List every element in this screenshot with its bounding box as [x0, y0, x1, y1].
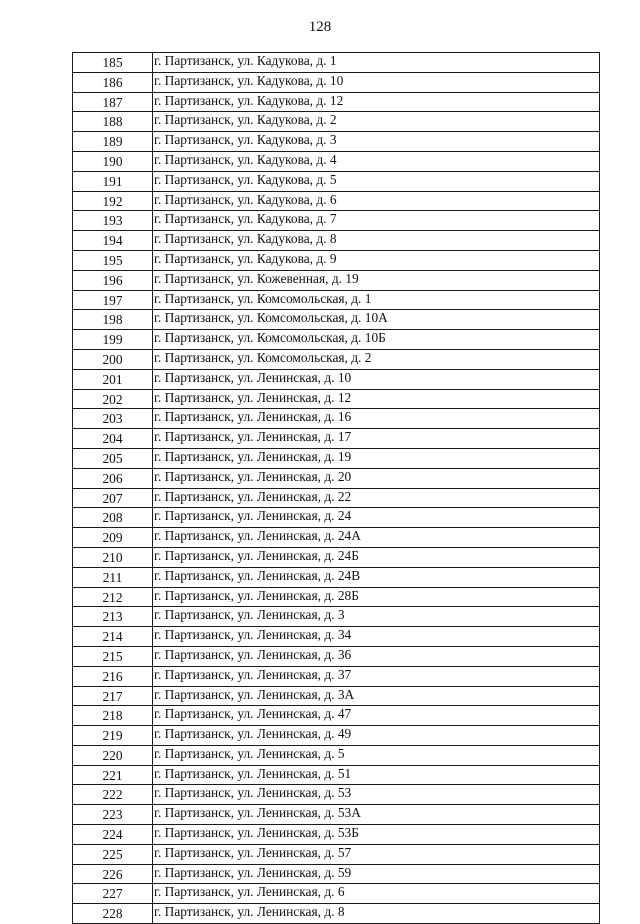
table-row: [73, 627, 600, 647]
row-number-cell: 219: [73, 726, 153, 746]
row-number-cell: 200: [73, 349, 153, 369]
row-number-cell: 189: [73, 132, 153, 152]
row-number-cell: 224: [73, 825, 153, 845]
address-table: [72, 52, 600, 924]
row-number-cell: 209: [73, 528, 153, 548]
table-row: [73, 686, 600, 706]
address-cell: г. Партизанск, ул. Ленинская, д. 53Б: [153, 825, 600, 845]
row-number-cell: 212: [73, 587, 153, 607]
address-cell: г. Партизанск, ул. Кадукова, д. 9: [153, 250, 600, 270]
row-number-cell: 217: [73, 686, 153, 706]
row-number-cell: 210: [73, 547, 153, 567]
row-number-cell: 208: [73, 508, 153, 528]
address-cell: г. Партизанск, ул. Ленинская, д. 17: [153, 429, 600, 449]
table-row: [73, 844, 600, 864]
row-number-cell: 214: [73, 627, 153, 647]
row-number-cell: 221: [73, 765, 153, 785]
row-number-cell: 188: [73, 112, 153, 132]
address-cell: г. Партизанск, ул. Ленинская, д. 20: [153, 468, 600, 488]
table-row: [73, 785, 600, 805]
row-number-cell: 223: [73, 805, 153, 825]
table-row: [73, 330, 600, 350]
row-number-cell: 205: [73, 448, 153, 468]
table-row: [73, 468, 600, 488]
address-cell: г. Партизанск, ул. Ленинская, д. 34: [153, 627, 600, 647]
row-number-cell: 220: [73, 745, 153, 765]
table-row: [73, 151, 600, 171]
table-row: [73, 666, 600, 686]
table-row: [73, 53, 600, 73]
table-row: [73, 132, 600, 152]
table-row: [73, 250, 600, 270]
row-number-cell: 185: [73, 53, 153, 73]
table-row: [73, 805, 600, 825]
address-cell: г. Партизанск, ул. Ленинская, д. 53: [153, 785, 600, 805]
address-cell: г. Партизанск, ул. Ленинская, д. 28Б: [153, 587, 600, 607]
row-number-cell: 216: [73, 666, 153, 686]
row-number-cell: 222: [73, 785, 153, 805]
row-number-cell: 206: [73, 468, 153, 488]
table-row: [73, 547, 600, 567]
table-row: [73, 409, 600, 429]
table-row: [73, 646, 600, 666]
address-cell: г. Партизанск, ул. Кадукова, д. 4: [153, 151, 600, 171]
table-row: [73, 488, 600, 508]
row-number-cell: 215: [73, 646, 153, 666]
table-row: [73, 726, 600, 746]
table-row: [73, 191, 600, 211]
address-cell: г. Партизанск, ул. Комсомольская, д. 10А: [153, 310, 600, 330]
address-cell: г. Партизанск, ул. Ленинская, д. 59: [153, 864, 600, 884]
address-cell: г. Партизанск, ул. Кадукова, д. 12: [153, 92, 600, 112]
row-number-cell: 218: [73, 706, 153, 726]
row-number-cell: 195: [73, 250, 153, 270]
address-cell: г. Партизанск, ул. Ленинская, д. 47: [153, 706, 600, 726]
address-cell: г. Партизанск, ул. Ленинская, д. 3А: [153, 686, 600, 706]
address-cell: г. Партизанск, ул. Ленинская, д. 57: [153, 844, 600, 864]
table-row: [73, 231, 600, 251]
table-row: [73, 904, 600, 924]
row-number-cell: 201: [73, 369, 153, 389]
row-number-cell: 190: [73, 151, 153, 171]
address-cell: г. Партизанск, ул. Ленинская, д. 10: [153, 369, 600, 389]
table-row: [73, 310, 600, 330]
address-cell: г. Партизанск, ул. Кадукова, д. 7: [153, 211, 600, 231]
address-cell: г. Партизанск, ул. Ленинская, д. 8: [153, 904, 600, 924]
table-row: [73, 448, 600, 468]
address-cell: г. Партизанск, ул. Кожевенная, д. 19: [153, 270, 600, 290]
table-row: [73, 349, 600, 369]
row-number-cell: 193: [73, 211, 153, 231]
table-row: [73, 864, 600, 884]
address-cell: г. Партизанск, ул. Кадукова, д. 3: [153, 132, 600, 152]
row-number-cell: 228: [73, 904, 153, 924]
address-cell: г. Партизанск, ул. Ленинская, д. 5: [153, 745, 600, 765]
address-cell: г. Партизанск, ул. Ленинская, д. 53А: [153, 805, 600, 825]
table-row: [73, 171, 600, 191]
address-cell: г. Партизанск, ул. Ленинская, д. 49: [153, 726, 600, 746]
table-row: [73, 369, 600, 389]
row-number-cell: 187: [73, 92, 153, 112]
row-number-cell: 203: [73, 409, 153, 429]
address-cell: г. Партизанск, ул. Ленинская, д. 12: [153, 389, 600, 409]
address-cell: г. Партизанск, ул. Кадукова, д. 2: [153, 112, 600, 132]
address-cell: г. Партизанск, ул. Комсомольская, д. 1: [153, 290, 600, 310]
address-cell: г. Партизанск, ул. Кадукова, д. 5: [153, 171, 600, 191]
row-number-cell: 186: [73, 72, 153, 92]
table-row: [73, 290, 600, 310]
row-number-cell: 196: [73, 270, 153, 290]
address-cell: г. Партизанск, ул. Комсомольская, д. 2: [153, 349, 600, 369]
address-cell: г. Партизанск, ул. Ленинская, д. 19: [153, 448, 600, 468]
table-row: [73, 270, 600, 290]
row-number-cell: 207: [73, 488, 153, 508]
address-cell: г. Партизанск, ул. Ленинская, д. 24В: [153, 567, 600, 587]
address-cell: г. Партизанск, ул. Ленинская, д. 3: [153, 607, 600, 627]
table-row: [73, 508, 600, 528]
table-row: [73, 528, 600, 548]
address-cell: г. Партизанск, ул. Ленинская, д. 37: [153, 666, 600, 686]
address-cell: г. Партизанск, ул. Кадукова, д. 10: [153, 72, 600, 92]
table-row: [73, 211, 600, 231]
row-number-cell: 194: [73, 231, 153, 251]
address-cell: г. Партизанск, ул. Кадукова, д. 6: [153, 191, 600, 211]
address-cell: г. Партизанск, ул. Кадукова, д. 1: [153, 53, 600, 73]
address-cell: г. Партизанск, ул. Кадукова, д. 8: [153, 231, 600, 251]
row-number-cell: 227: [73, 884, 153, 904]
table-row: [73, 607, 600, 627]
row-number-cell: 226: [73, 864, 153, 884]
table-row: [73, 92, 600, 112]
table-row: [73, 567, 600, 587]
row-number-cell: 225: [73, 844, 153, 864]
table-row: [73, 825, 600, 845]
table-row: [73, 72, 600, 92]
address-cell: г. Партизанск, ул. Ленинская, д. 24А: [153, 528, 600, 548]
row-number-cell: 213: [73, 607, 153, 627]
address-cell: г. Партизанск, ул. Ленинская, д. 36: [153, 646, 600, 666]
address-cell: г. Партизанск, ул. Ленинская, д. 51: [153, 765, 600, 785]
row-number-cell: 199: [73, 330, 153, 350]
table-row: [73, 745, 600, 765]
row-number-cell: 198: [73, 310, 153, 330]
table-row: [73, 112, 600, 132]
address-cell: г. Партизанск, ул. Ленинская, д. 6: [153, 884, 600, 904]
address-cell: г. Партизанск, ул. Ленинская, д. 16: [153, 409, 600, 429]
row-number-cell: 197: [73, 290, 153, 310]
address-cell: г. Партизанск, ул. Ленинская, д. 24Б: [153, 547, 600, 567]
row-number-cell: 211: [73, 567, 153, 587]
row-number-cell: 204: [73, 429, 153, 449]
address-cell: г. Партизанск, ул. Ленинская, д. 24: [153, 508, 600, 528]
row-number-cell: 192: [73, 191, 153, 211]
page-number: 128: [308, 19, 332, 35]
table-row: [73, 765, 600, 785]
row-number-cell: 202: [73, 389, 153, 409]
address-cell: г. Партизанск, ул. Ленинская, д. 22: [153, 488, 600, 508]
table-row: [73, 884, 600, 904]
table-row: [73, 389, 600, 409]
address-table-body: [73, 53, 600, 924]
table-row: [73, 706, 600, 726]
table-row: [73, 587, 600, 607]
row-number-cell: 191: [73, 171, 153, 191]
table-row: [73, 429, 600, 449]
address-cell: г. Партизанск, ул. Комсомольская, д. 10Б: [153, 330, 600, 350]
